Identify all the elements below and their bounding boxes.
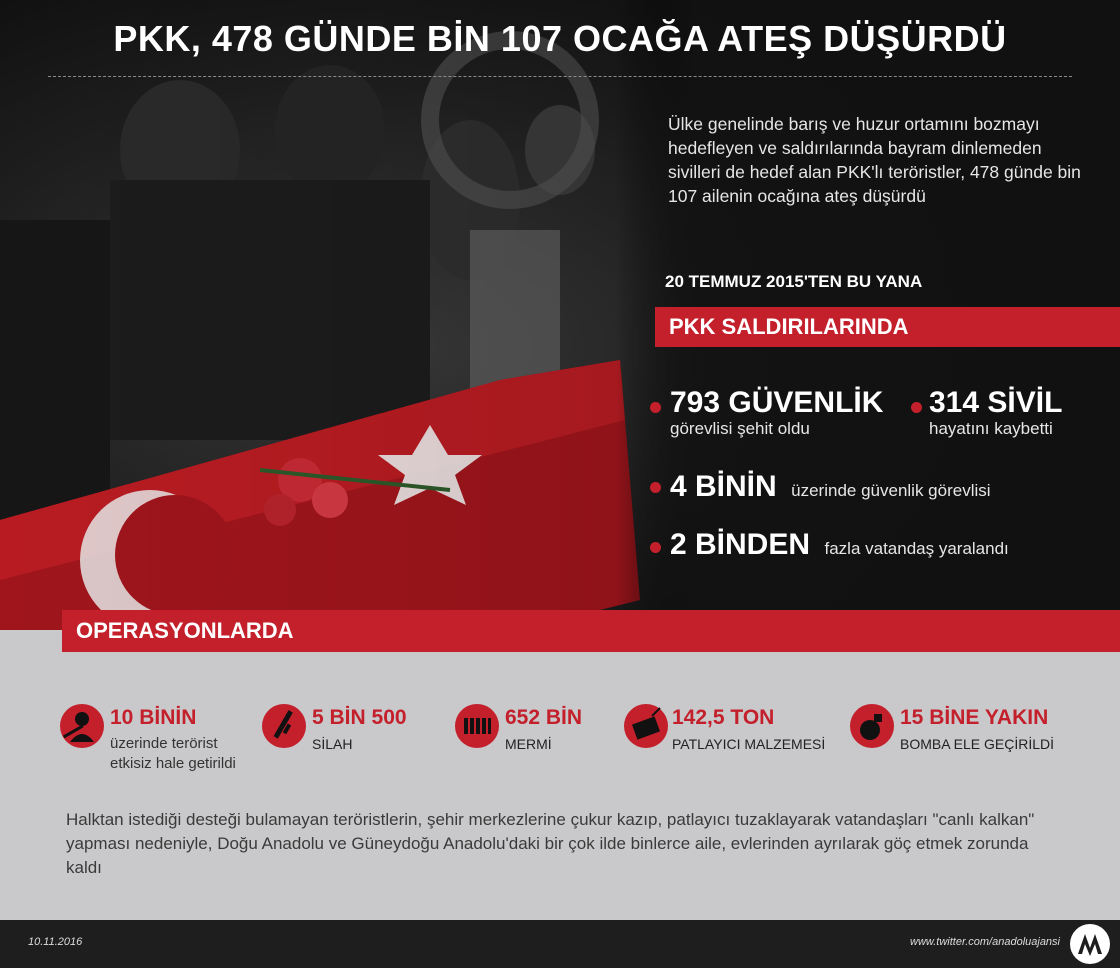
stat-value: 314 SİVİL: [929, 386, 1063, 419]
operations-header-label: OPERASYONLARDA: [76, 618, 294, 643]
operation-label: BOMBA ELE GEÇİRİLDİ: [900, 736, 1055, 752]
stat-value: 793 GÜVENLİK: [670, 386, 884, 419]
operation-value: 142,5 TON: [672, 706, 775, 729]
intro-text: Ülke genelinde barış ve huzur ortamını bozmayı hedefleyen ve saldırılarında bayram dinlemeden sivilleri de hedef alan PKK'lı teröristler, 478 günde bin 107 ailenin ocağına ateş düşürdü: [668, 114, 1081, 206]
bomb-icon: [850, 704, 894, 748]
operation-label: üzerinde terörist: [110, 735, 218, 752]
terrorist-icon: [60, 704, 104, 748]
footer: [0, 920, 1120, 968]
anadolu-logo: [1070, 924, 1110, 964]
bullet-dot: [650, 542, 661, 553]
operation-value: 5 BİN 500: [312, 706, 407, 729]
bullet-dot: [650, 402, 661, 413]
bullet-dot: [911, 402, 922, 413]
stat-label: hayatını kaybetti: [929, 419, 1053, 438]
operation-label: MERMİ: [505, 736, 552, 752]
operation-label: PATLAYICI MALZEMESİ: [672, 736, 826, 752]
stat-label: üzerinde güvenlik görevlisi: [791, 481, 991, 500]
operation-label: etkisiz hale getirildi: [110, 755, 236, 772]
stat-label: fazla vatandaş yaralandı: [824, 539, 1009, 558]
explosive-icon: [624, 704, 668, 748]
since-label: 20 TEMMUZ 2015'TEN BU YANA: [665, 272, 923, 291]
stat-security-killed: [670, 386, 883, 439]
stat-value: 4 BİNİN: [670, 470, 777, 503]
stat-civil-injured: [670, 528, 1009, 562]
operation-value: 10 BİNİN: [110, 706, 197, 729]
operation-value: 15 BİNE YAKIN: [900, 706, 1049, 729]
operation-label: SİLAH: [312, 736, 353, 752]
ammo-icon: [455, 704, 499, 748]
stat-civil-killed: [929, 386, 1062, 439]
attacks-header: [655, 307, 1120, 347]
stat-security-injured: [670, 470, 991, 504]
title-divider: [48, 76, 1072, 77]
page-title: PKK, 478 GÜNDE BİN 107 OCAĞA ATEŞ DÜŞÜRDÜ: [113, 18, 1007, 59]
stat-label: görevlisi şehit oldu: [670, 419, 810, 438]
publish-date: 10.11.2016: [28, 936, 83, 948]
twitter-link[interactable]: www.twitter.com/anadoluajansi: [910, 936, 1060, 948]
stat-value: 2 BİNDEN: [670, 528, 811, 561]
operations-header: [62, 610, 1120, 652]
rifle-icon: [262, 704, 306, 748]
bullet-dot: [650, 482, 661, 493]
attacks-header-label: PKK SALDIRILARINDA: [669, 314, 909, 339]
displacement-paragraph: Halktan istediği desteği bulamayan teröristlerin, şehir merkezlerine çukur kazıp, patlayıcı tuzaklayarak vatandaşları "canlı kalkan" yapması nedeniyle, Doğu Anadolu ve Güneydoğu Anadolu'daki bir çok ilde binlerce aile, evlerinden ayrılarak göç etmek zorunda kaldı: [66, 810, 1035, 877]
operation-value: 652 BİN: [505, 706, 583, 729]
